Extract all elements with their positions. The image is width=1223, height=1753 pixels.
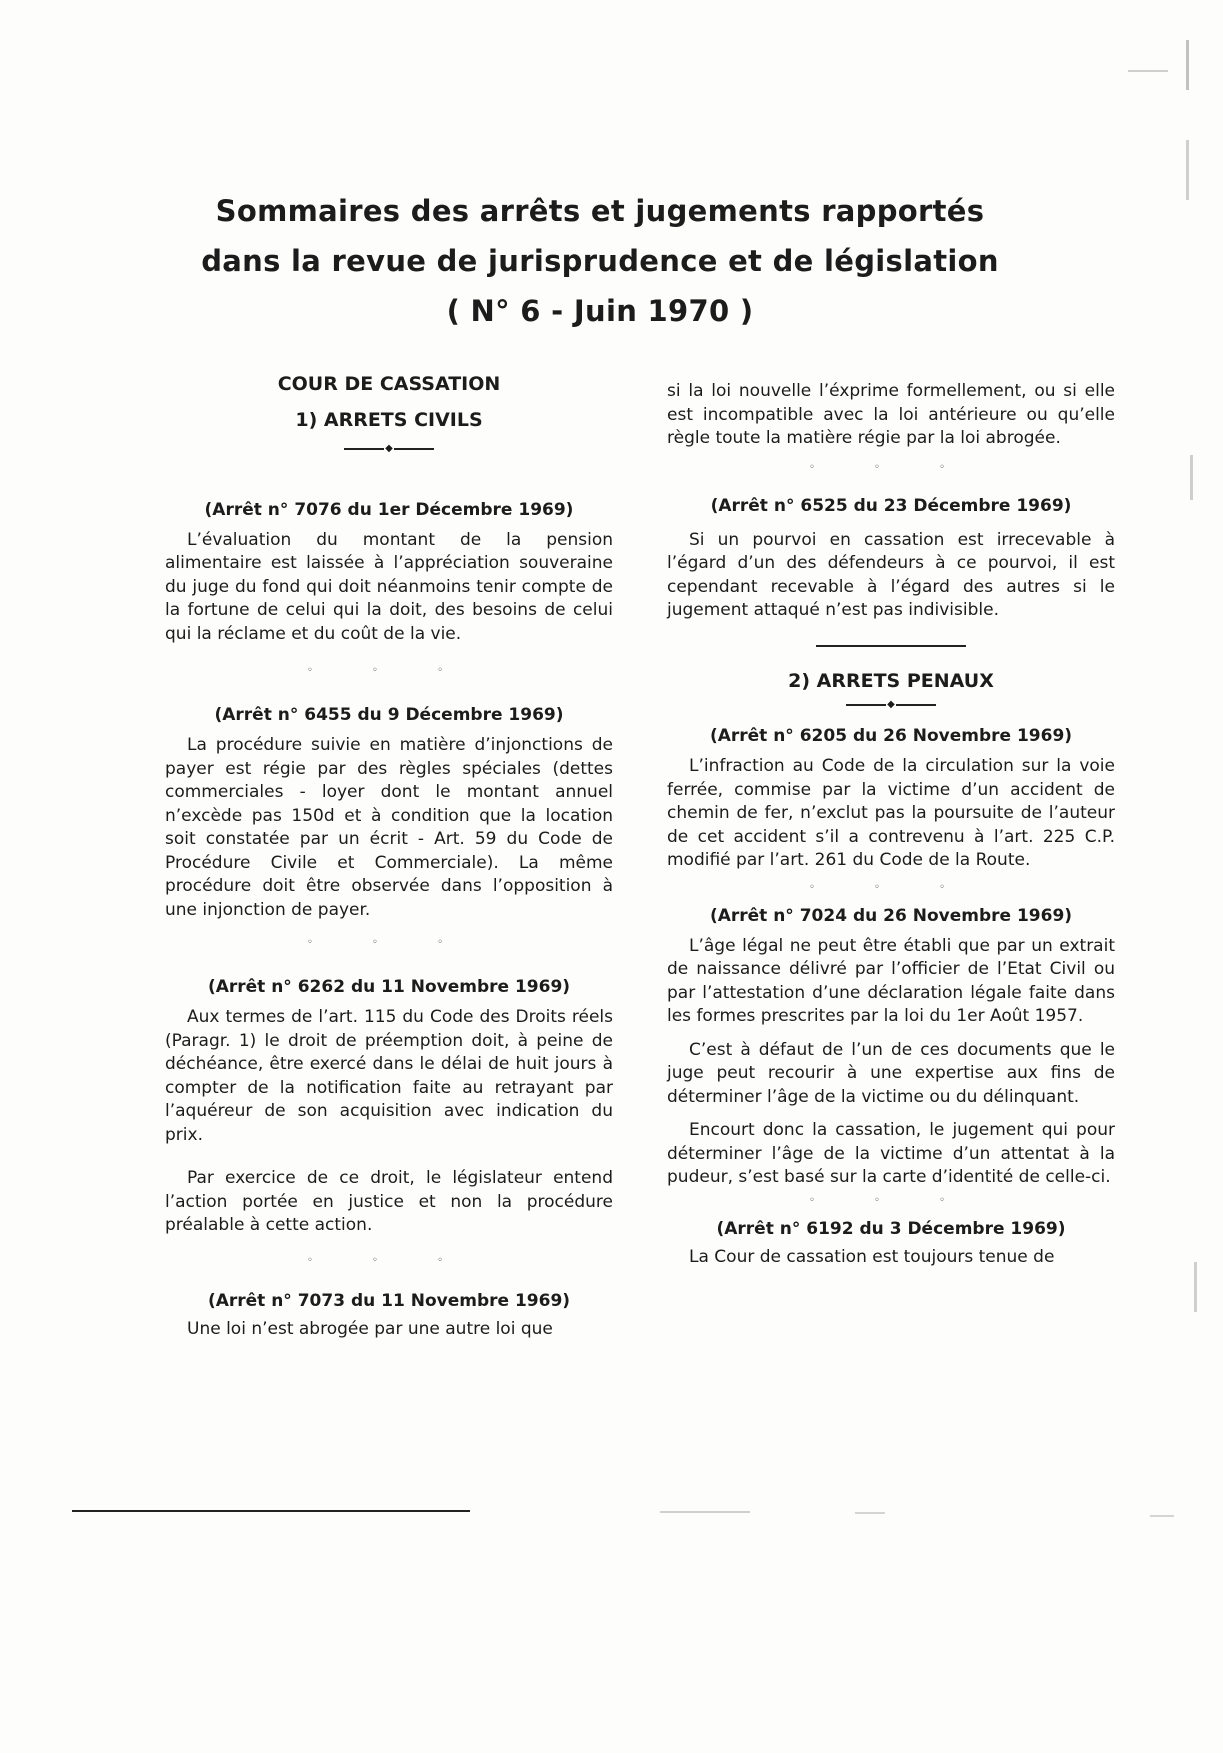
scan-speck [660, 1511, 750, 1513]
decision-summary: Si un pourvoi en cassation est irrecevable à l’égard d’un des défendeurs à ce pourvoi, il est cependant recevable à l’égard des autres si le jugement attaqué n’est pas indivisible. [667, 529, 1115, 620]
decision-reference: (Arrêt n° 6525 du 23 Décembre 1969) [710, 495, 1072, 516]
court-heading: COUR DE CASSATION [277, 373, 501, 395]
decision-summary: Encourt donc la cassation, le jugement qui pour déterminer l’âge de la victime d’un attentat à la pudeur, s’est basé sur la carte d’identité de celle-ci. [667, 1120, 1115, 1187]
scan-speck [1186, 40, 1189, 90]
section-separator: ◆ [165, 438, 613, 459]
decision-reference: (Arrêt n° 6205 du 26 Novembre 1969) [709, 726, 1073, 746]
section-separator: ◆ [667, 695, 1115, 716]
item-separator-dots: ◦ ◦ ◦ [808, 1194, 974, 1206]
scan-speck [1128, 70, 1168, 72]
decision-summary: La procédure suivie en matière d’injonctions de payer est régie par des règles spéciales (dettes commerciales - loyer dont le montant annuel n’excède pas 150d et à condition que la location soit constatée par un écrit - Art. 59 du Code de Procédure Civile et Commerciale). La même procédure doit être observée dans l’opposition à une injonction de payer. [165, 735, 613, 920]
title-line-2: dans la revue de jurisprudence et de législation [201, 244, 999, 278]
title-line-3: ( N° 6 - Juin 1970 ) [446, 294, 754, 328]
footer-rule [72, 1510, 470, 1512]
scan-speck [1186, 140, 1189, 200]
decision-summary: Aux termes de l’art. 115 du Code des Droits réels (Paragr. 1) le droit de préemption doit, à peine de déchéance, être exercé dans le délai de huit jours à compter de la notification faite au retrayant par l’aquéreur de son acquisition avec indication du prix. [165, 1007, 613, 1145]
decision-reference: (Arrêt n° 7024 du 26 Novembre 1969) [709, 905, 1073, 926]
scan-speck [1194, 1262, 1197, 1312]
right-column [667, 380, 1115, 1269]
decision-reference: (Arrêt n° 7073 du 11 Novembre 1969) [207, 1290, 571, 1311]
decision-summary: La Cour de cassation est toujours tenue de [689, 1246, 1055, 1267]
scan-speck [1150, 1515, 1174, 1517]
left-column [165, 372, 613, 1341]
decision-summary: L’infraction au Code de la circulation sur la voie ferrée, commise par la victime d’un accident de chemin de fer, n’exclut pas la poursuite de l’auteur de cet accident s’il a contrevenu à l’art. 225 C.P. modifié par l’art. 261 du Code de la Route. [667, 756, 1115, 870]
decision-reference: (Arrêt n° 6262 du 11 Novembre 1969) [207, 977, 571, 997]
item-separator-dots: ◦ ◦ ◦ [808, 881, 974, 893]
item-separator-dots: ◦ ◦ ◦ [306, 665, 472, 676]
decision-summary: Une loi n’est abrogée par une autre loi que [187, 1318, 553, 1339]
title-line-1: Sommaires des arrêts et jugements rapportés [215, 194, 985, 228]
decision-reference: (Arrêt n° 6192 du 3 Décembre 1969) [716, 1218, 1066, 1239]
scan-speck [1190, 455, 1193, 500]
scan-speck [855, 1512, 885, 1514]
penal-section-heading: 2) ARRETS PENAUX [788, 669, 994, 692]
document-title [150, 186, 1050, 336]
continued-summary: si la loi nouvelle l’éxprime formellement, ou si elle est incompatible avec la loi antérieure ou qu’elle règle toute la matière régie par la loi abrogée. [667, 381, 1115, 448]
decision-reference: (Arrêt n° 6455 du 9 Décembre 1969) [214, 705, 564, 725]
civil-section-heading: 1) ARRETS CIVILS [295, 409, 483, 431]
item-separator-dots: ◦ ◦ ◦ [306, 937, 472, 948]
decision-summary: L’âge légal ne peut être établi que par un extrait de naissance délivré par l’officier de l’Etat Civil ou par l’attestation d’une déclaration légale faite dans les formes prescrites par la loi du 1er Août 1957. [667, 935, 1115, 1026]
decision-summary: L’évaluation du montant de la pension alimentaire est laissée à l’appréciation souveraine du juge du fond qui doit néanmoins tenir compte de la fortune de celui qui la doit, des besoins de celui qui la réclame et du coût de la vie. [165, 529, 613, 644]
item-separator-dots: ◦ ◦ ◦ [808, 461, 974, 473]
decision-summary: Par exercice de ce droit, le législateur entend l’action portée en justice et non la procédure préalable à cette action. [165, 1168, 613, 1235]
decision-summary: C’est à défaut de l’un de ces documents que le juge peut recourir à une expertise aux fins de déterminer l’âge de la victime ou du délinquant. [667, 1039, 1115, 1107]
item-separator-dots: ◦ ◦ ◦ [306, 1254, 472, 1266]
decision-reference: (Arrêt n° 7076 du 1er Décembre 1969) [204, 499, 574, 520]
